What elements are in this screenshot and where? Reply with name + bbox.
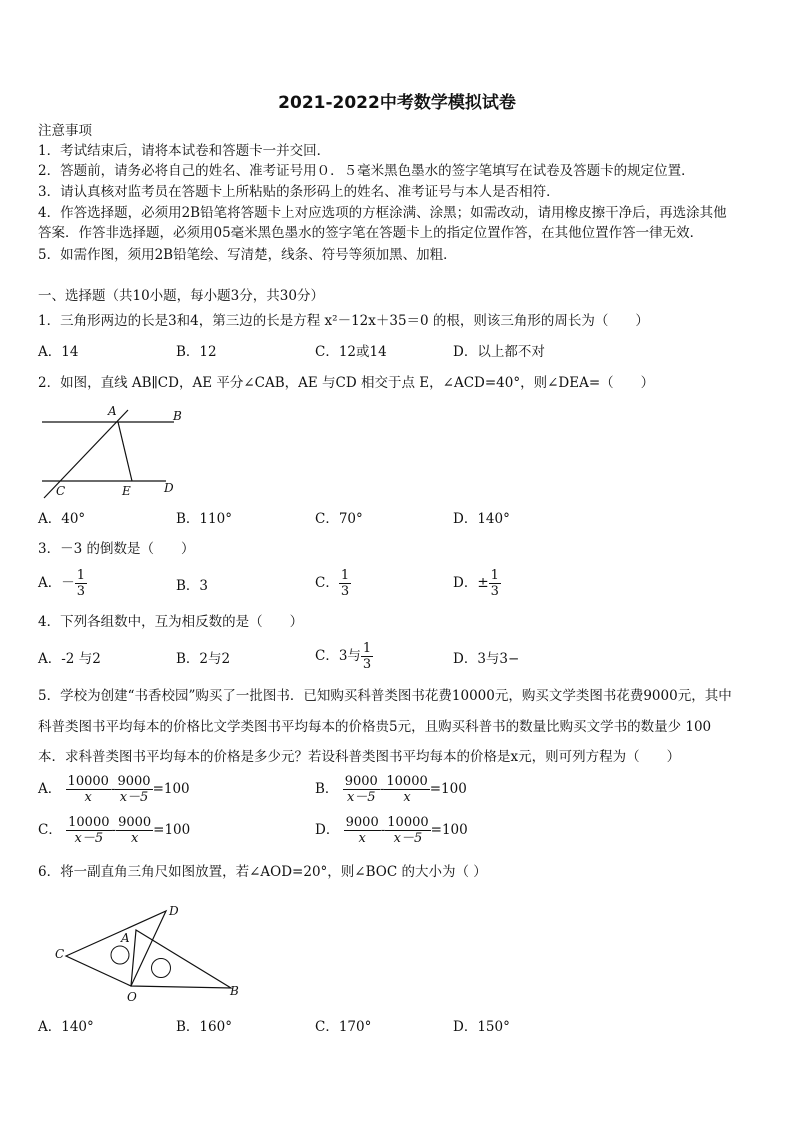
denominator: x－5 bbox=[346, 790, 376, 805]
notice-item: 3．请认真核对监考员在答题卡上所粘贴的条形码上的姓名、准考证号与本人是否相符． bbox=[38, 184, 560, 200]
option-c: C．70° bbox=[315, 511, 363, 527]
label-d: D bbox=[169, 904, 179, 918]
option-d-label: D．± bbox=[453, 575, 489, 591]
triangle-abo bbox=[131, 930, 231, 988]
option-c bbox=[38, 815, 190, 846]
fraction bbox=[361, 641, 373, 672]
option-a-label: A． bbox=[38, 781, 62, 797]
question-stem: 1．三角形两边的长是3和4，第三边的长是方程 x²－12x＋35＝0 的根，则该三角形的周长为（ ） bbox=[38, 313, 649, 329]
label-e: E bbox=[122, 484, 131, 498]
question-stem: 6．将一副直角三角尺如图放置，若∠AOD=20°，则∠BOC 的大小为（ ） bbox=[38, 864, 487, 880]
fraction bbox=[384, 774, 429, 805]
fraction bbox=[66, 774, 111, 805]
numerator: 9000 bbox=[345, 815, 379, 830]
question-stem: 2．如图，直线 AB∥CD，AE 平分∠CAB，AE 与CD 相交于点 E，∠ACD=40°，则∠DEA=（ ） bbox=[38, 375, 655, 391]
option-c-label: C． bbox=[315, 575, 339, 591]
fraction bbox=[75, 568, 87, 599]
question-stem: 4．下列各组数中，互为相反数的是（ ） bbox=[38, 614, 304, 630]
numerator: 9000 bbox=[118, 815, 152, 830]
notice-heading: 注意事项 bbox=[38, 123, 92, 139]
label-b: B bbox=[230, 984, 239, 998]
option-c: C．170° bbox=[315, 1019, 372, 1035]
option-d: D．以上都不对 bbox=[453, 344, 545, 360]
option-c: C．12或14 bbox=[315, 344, 387, 360]
option-a: A．-2 与2 bbox=[38, 651, 101, 667]
label-c: C bbox=[55, 947, 65, 961]
numerator: 1 bbox=[490, 568, 499, 583]
option-d: D．150° bbox=[453, 1019, 510, 1035]
option-c bbox=[315, 641, 373, 672]
numerator: 1 bbox=[340, 568, 350, 583]
fraction bbox=[385, 815, 430, 846]
option-a bbox=[38, 568, 87, 599]
numerator: 10000 bbox=[387, 815, 429, 830]
denominator: x bbox=[84, 790, 92, 805]
equation-rhs: =100 bbox=[430, 822, 468, 838]
notice-item: 1．考试结束后，请将本试卷和答题卡一并交回． bbox=[38, 143, 331, 159]
option-d: D．3与3− bbox=[453, 651, 520, 667]
numerator: 10000 bbox=[67, 774, 109, 789]
label-d: D bbox=[164, 481, 174, 495]
numerator: 1 bbox=[76, 568, 86, 583]
equation-rhs: =100 bbox=[153, 822, 191, 838]
ruler-hole bbox=[152, 959, 171, 978]
fraction bbox=[116, 815, 153, 846]
numerator: 1 bbox=[362, 641, 372, 656]
question-stem: 3．－3 的倒数是（ ） bbox=[38, 541, 195, 557]
fraction bbox=[489, 568, 501, 599]
fraction bbox=[66, 815, 111, 846]
fraction bbox=[344, 815, 381, 846]
line-ae bbox=[118, 422, 132, 481]
option-c bbox=[315, 568, 351, 599]
fraction bbox=[115, 774, 152, 805]
notice-item: 答案．作答非选择题，必须用05毫米黑色墨水的签字笔在答题卡上的指定位置作答，在其他位置作答一律无效． bbox=[38, 225, 704, 241]
option-d bbox=[315, 815, 468, 846]
numerator: 9000 bbox=[344, 774, 378, 789]
option-a: A．140° bbox=[38, 1019, 94, 1035]
option-b: B．110° bbox=[176, 511, 232, 527]
option-d: D．140° bbox=[453, 511, 510, 527]
option-b: B．2与2 bbox=[176, 651, 231, 667]
minus-sign: - bbox=[110, 781, 116, 797]
question-stem-line: 科普类图书平均每本的价格比文学类图书平均每本的价格贵5元，且购买科普书的数量比购买文学书的数量少 100 bbox=[38, 719, 712, 735]
option-b: B．3 bbox=[176, 578, 209, 594]
option-d-label: D． bbox=[315, 822, 340, 838]
denominator: 3 bbox=[340, 584, 350, 599]
option-c-label: C．3与 bbox=[315, 648, 361, 664]
section-heading: 一、选择题（共10小题，每小题3分，共30分） bbox=[38, 288, 324, 304]
numerator: 10000 bbox=[68, 815, 110, 830]
label-b: B bbox=[173, 409, 182, 423]
question-stem-line: 本．求科普类图书平均每本的价格是多少元？若设科普类图书平均每本的价格是x元，则可列方程为（ ） bbox=[38, 749, 681, 765]
notice-item: 4．作答选择题，必须用2B铅笔将答题卡上对应选项的方框涂满、涂黑；如需改动，请用橡皮擦干净后，再选涂其他 bbox=[38, 205, 727, 221]
label-c: C bbox=[56, 484, 66, 498]
option-b bbox=[315, 774, 467, 805]
option-c-label: C． bbox=[38, 822, 62, 838]
denominator: x－5 bbox=[119, 790, 149, 805]
minus-sign: - bbox=[111, 822, 117, 838]
notice-item: 2．答题前，请务必将自己的姓名、准考证号用０．５毫米黑色墨水的签字笔填写在试卷及答题卡的规定位置． bbox=[38, 163, 695, 179]
option-a-label: A．－ bbox=[38, 575, 75, 591]
minus-sign: - bbox=[379, 781, 385, 797]
denominator: 3 bbox=[76, 584, 86, 599]
denominator: x bbox=[403, 790, 411, 805]
denominator: x bbox=[130, 831, 139, 846]
label-o: O bbox=[127, 990, 137, 1004]
fraction bbox=[339, 568, 351, 599]
numerator: 9000 bbox=[117, 774, 151, 789]
fraction bbox=[343, 774, 380, 805]
notice-item: 5．如需作图，须用2B铅笔绘、写清楚，线条、符号等须加黑、加粗． bbox=[38, 247, 457, 263]
option-d bbox=[453, 568, 501, 599]
option-b: B．160° bbox=[176, 1019, 232, 1035]
denominator: x－5 bbox=[74, 831, 104, 846]
minus-sign: - bbox=[380, 822, 386, 838]
numerator: 10000 bbox=[386, 774, 428, 789]
triangle-rulers-figure bbox=[48, 898, 248, 1010]
denominator: x－5 bbox=[393, 831, 423, 846]
option-a bbox=[38, 774, 190, 805]
question-stem-line: 5．学校为创建“书香校园”购买了一批图书．已知购买科普类图书花费10000元，购买文学类图书花费9000元，其中 bbox=[38, 688, 732, 704]
label-a: A bbox=[108, 404, 117, 418]
equation-rhs: =100 bbox=[429, 781, 467, 797]
option-a: A．40° bbox=[38, 511, 86, 527]
triangle-cdo bbox=[66, 911, 166, 986]
denominator: 3 bbox=[362, 657, 372, 672]
denominator: x bbox=[358, 831, 366, 846]
parallel-lines-figure bbox=[34, 400, 194, 504]
ruler-hole bbox=[111, 946, 129, 964]
label-a: A bbox=[121, 931, 130, 945]
option-a: A．14 bbox=[38, 344, 79, 360]
option-b: B．12 bbox=[176, 344, 217, 360]
denominator: 3 bbox=[490, 584, 499, 599]
page-title: 2021-2022中考数学模拟试卷 bbox=[278, 93, 516, 113]
equation-rhs: =100 bbox=[152, 781, 190, 797]
option-b-label: B． bbox=[315, 781, 339, 797]
